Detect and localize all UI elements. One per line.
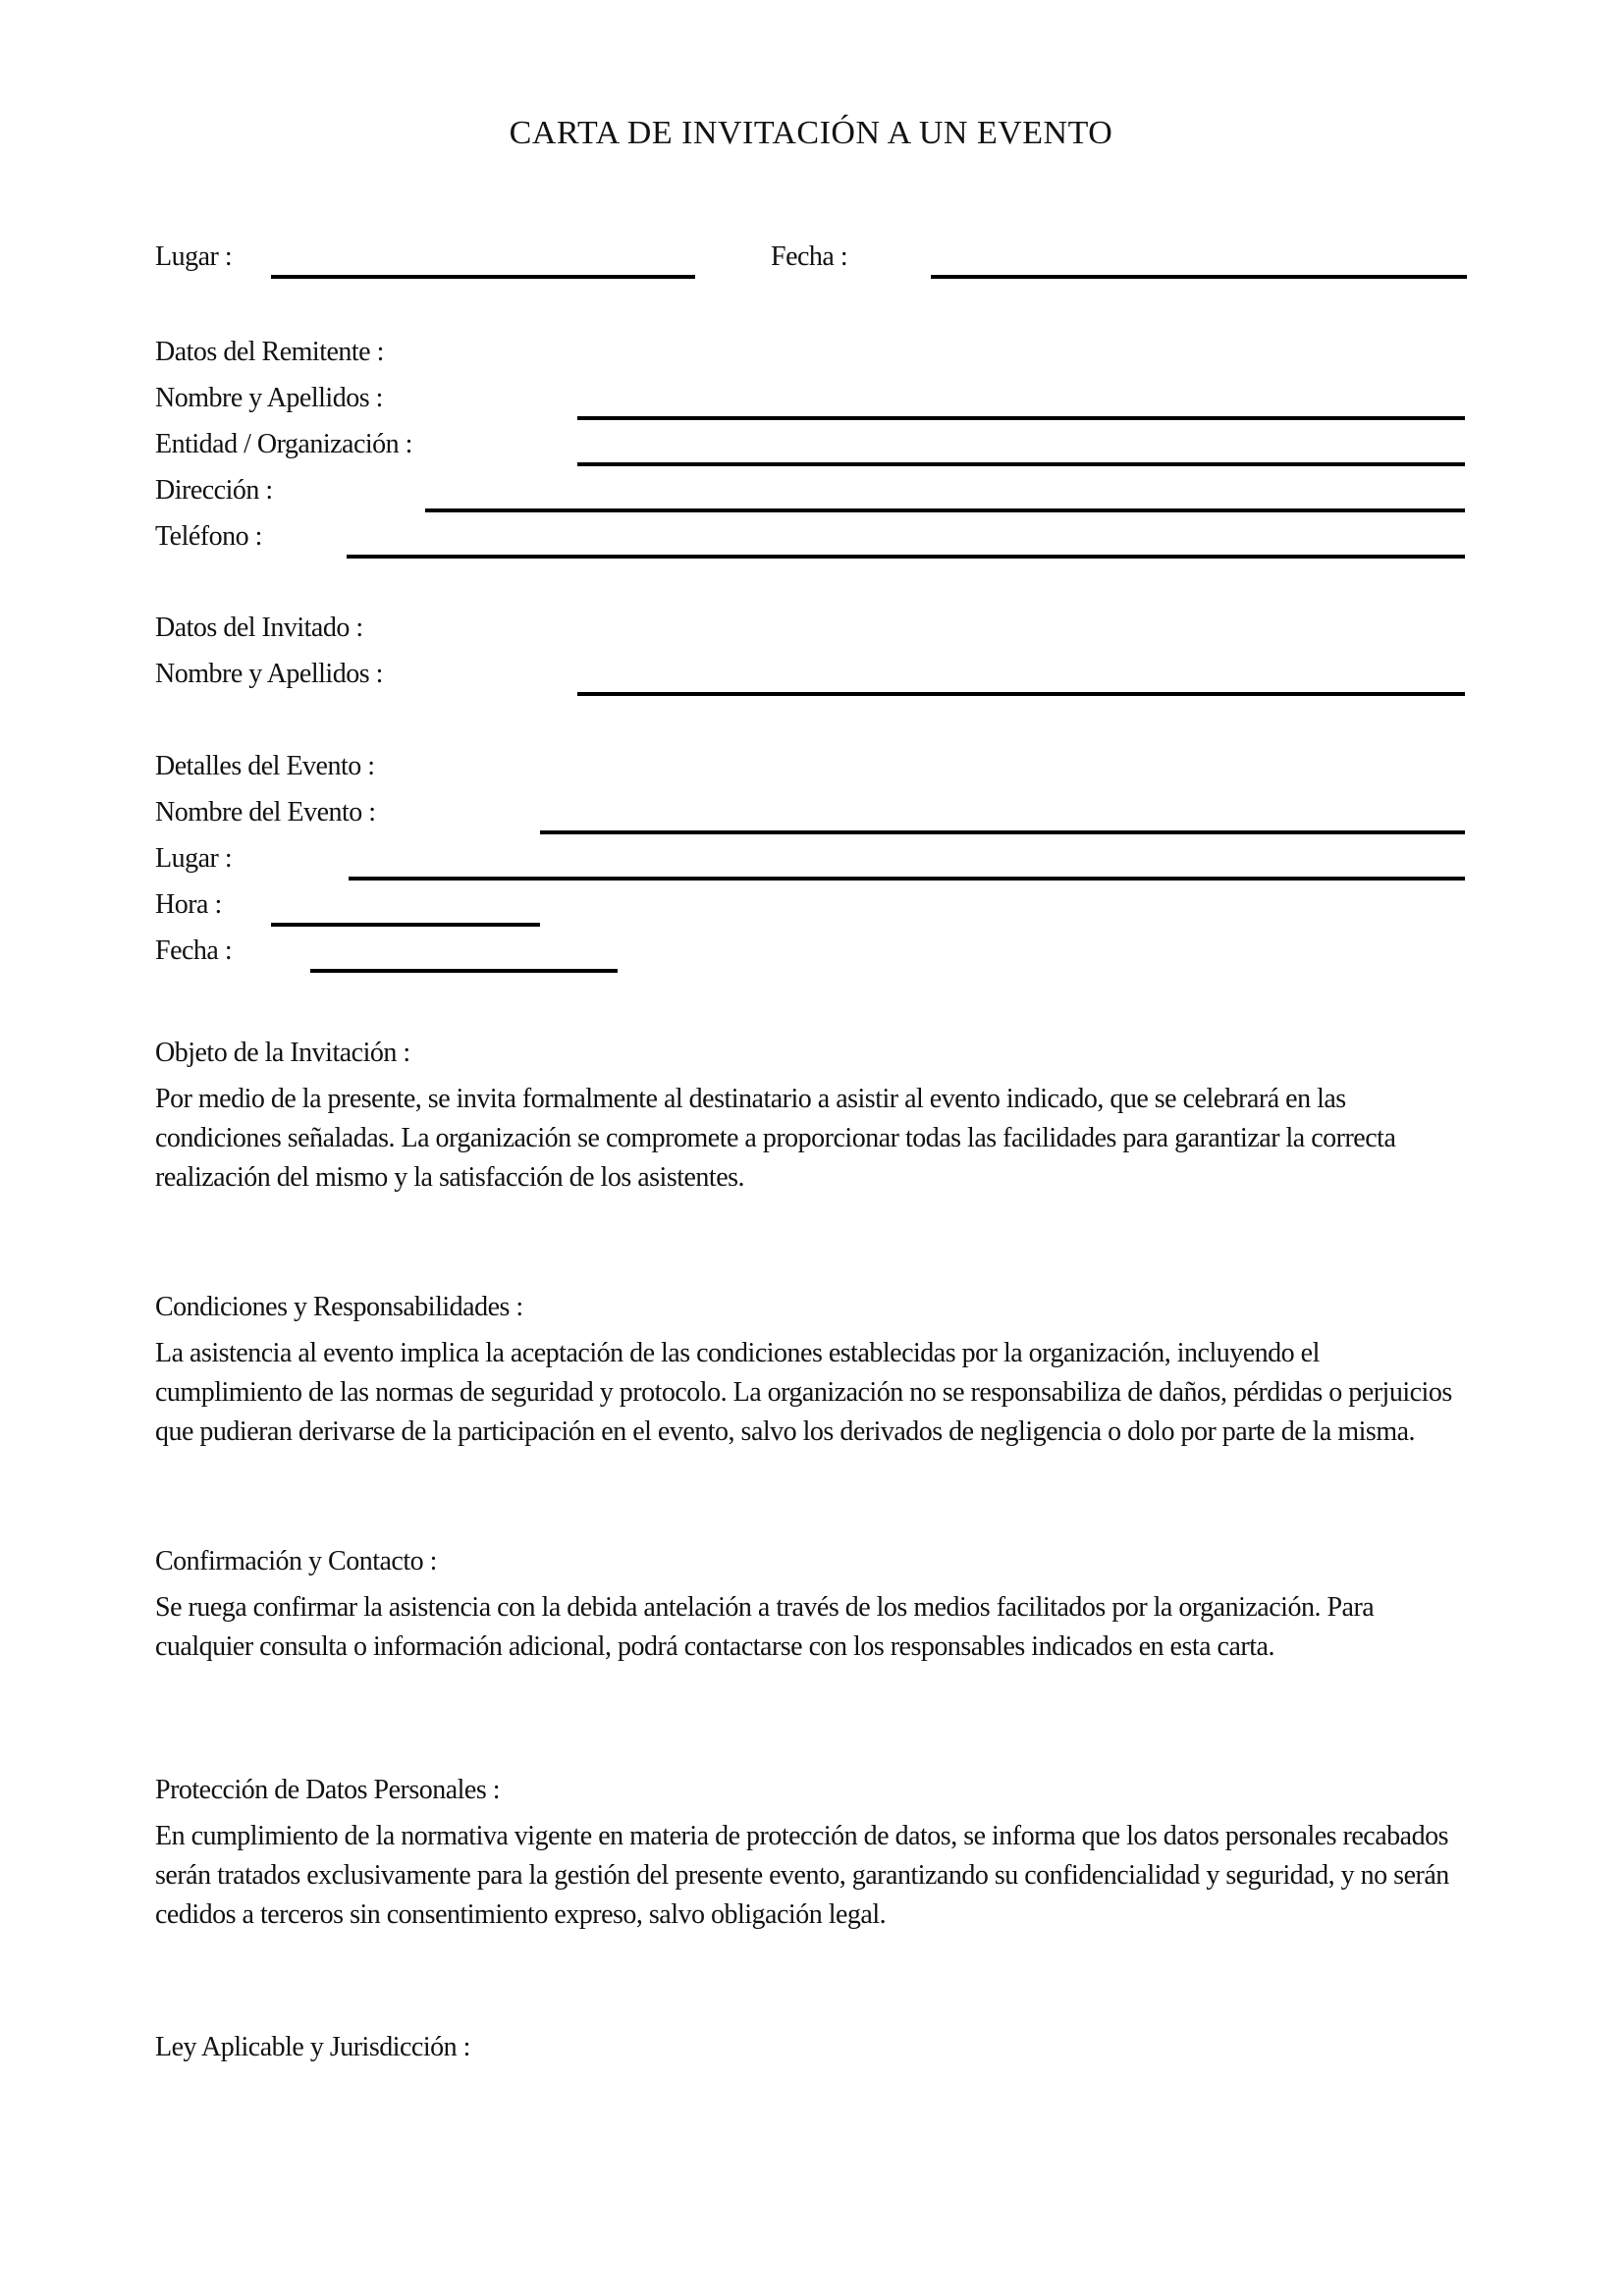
section-condiciones: [155, 1288, 1467, 1452]
proteccion-heading-row: [155, 1771, 1467, 1817]
remitente-heading-row: [155, 333, 1467, 379]
section-objeto: [155, 1034, 1467, 1198]
top-fields-row: [155, 238, 1467, 284]
field-row: [155, 655, 1467, 701]
remitente-entidad-label: Entidad / Organización :: [155, 429, 412, 459]
remitente-nombre-label: Nombre y Apellidos :: [155, 383, 383, 413]
confirmacion-body: Se ruega confirmar la asistencia con la debida antelación a través de los medios facilitados por la organización. Para cualquier consulta o información adicional, podrá contactarse con los responsables indicados en esta carta.: [155, 1592, 1375, 1662]
section-ley: [155, 2028, 1467, 2074]
confirmacion-heading: Confirmación y Contacto :: [155, 1546, 437, 1576]
invitado-heading-row: [155, 609, 1467, 655]
section-invitado: [155, 609, 1467, 701]
field-row: [155, 932, 1467, 978]
evento-nombre-label: Nombre del Evento :: [155, 797, 376, 828]
field-row: [155, 471, 1467, 517]
proteccion-heading: Protección de Datos Personales :: [155, 1775, 501, 1805]
objeto-body: Por medio de la presente, se invita formalmente al destinatario a asistir al evento indicado, que se celebrará en las condiciones señaladas. La organización se compromete a proporcionar todas las facilidades para garantizar la correcta realización del mismo y la satisfacción de los asistentes.: [155, 1084, 1396, 1193]
evento-hora-label: Hora :: [155, 889, 222, 920]
evento-heading-row: [155, 747, 1467, 793]
fecha-label: Fecha :: [771, 241, 848, 272]
field-row: [155, 793, 1467, 839]
proteccion-body: En cumplimiento de la normativa vigente en materia de protección de datos, se informa que los datos personales recabados serán tratados exclusivamente para la gestión del presente evento, garantizando su confidencialidad y seguridad, y no serán cedidos a terceros sin consentimiento expreso, salvo obligación legal.: [155, 1821, 1449, 1930]
objeto-heading: Objeto de la Invitación :: [155, 1038, 410, 1068]
condiciones-heading-row: [155, 1288, 1467, 1334]
ley-heading: Ley Aplicable y Jurisdicción :: [155, 2032, 470, 2062]
section-evento: [155, 747, 1467, 978]
field-row: [155, 379, 1467, 425]
evento-hora-fill-line[interactable]: [271, 923, 540, 927]
field-row: [155, 839, 1467, 885]
remitente-direccion-label: Dirección :: [155, 475, 273, 506]
lugar-label: Lugar :: [155, 241, 233, 272]
evento-lugar-label: Lugar :: [155, 843, 233, 874]
field-row: [155, 885, 1467, 932]
evento-fecha-fill-line[interactable]: [310, 969, 618, 973]
remitente-nombre-fill-line[interactable]: [577, 416, 1465, 420]
remitente-entidad-fill-line[interactable]: [577, 462, 1465, 466]
evento-lugar-fill-line[interactable]: [349, 877, 1465, 881]
field-row: [155, 517, 1467, 563]
section-remitente: [155, 333, 1467, 563]
condiciones-body: La asistencia al evento implica la aceptación de las condiciones establecidas por la organización, incluyendo el cumplimiento de las normas de seguridad y protocolo. La organización no se responsabiliza de daños, pérdidas o perjuicios que pudieran derivarse de la participación en el evento, salvo los derivados de negligencia o dolo por parte de la misma.: [155, 1338, 1452, 1447]
section-proteccion: [155, 1771, 1467, 1935]
fecha-fill-line[interactable]: [931, 275, 1467, 279]
invitado-nombre-fill-line[interactable]: [577, 692, 1465, 696]
evento-nombre-fill-line[interactable]: [540, 830, 1465, 834]
invitado-heading: Datos del Invitado :: [155, 613, 363, 643]
ley-heading-row: [155, 2028, 1467, 2074]
field-row: [155, 425, 1467, 471]
lugar-fill-line[interactable]: [271, 275, 695, 279]
objeto-heading-row: [155, 1034, 1467, 1080]
section-confirmacion: [155, 1542, 1467, 1667]
remitente-telefono-label: Teléfono :: [155, 521, 262, 552]
evento-fecha-label: Fecha :: [155, 935, 233, 966]
confirmacion-heading-row: [155, 1542, 1467, 1588]
invitado-nombre-label: Nombre y Apellidos :: [155, 659, 383, 689]
condiciones-heading: Condiciones y Responsabilidades :: [155, 1292, 523, 1322]
evento-heading: Detalles del Evento :: [155, 751, 375, 781]
remitente-heading: Datos del Remitente :: [155, 337, 384, 367]
remitente-telefono-fill-line[interactable]: [347, 555, 1465, 559]
remitente-direccion-fill-line[interactable]: [425, 508, 1465, 512]
page-title: CARTA DE INVITACIÓN A UN EVENTO: [509, 115, 1113, 151]
